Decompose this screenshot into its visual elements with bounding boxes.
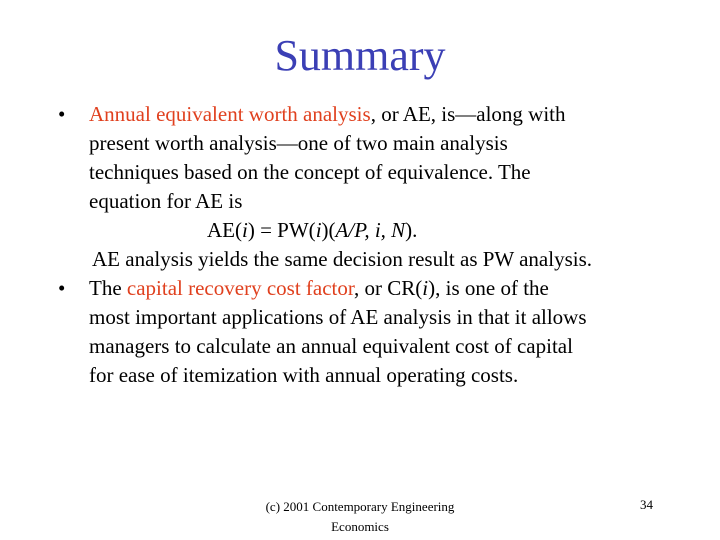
bullet-item-cr (58, 274, 708, 390)
eq-part: )( (321, 218, 336, 242)
eq-part: ) = PW( (247, 218, 316, 242)
bullet2-text: , or CR( (354, 276, 423, 300)
bullet2-line4: for ease of itemization with annual operating costs. (89, 363, 519, 387)
cr-highlight: capital recovery cost factor (126, 276, 355, 300)
bullet-item-ae (58, 100, 708, 245)
bullet1-line2: present worth analysis—one of two main analysis (89, 131, 508, 155)
cr-var: i (422, 276, 429, 300)
eq-part: ). (405, 218, 418, 242)
bullet2-text: ), is one of the (428, 276, 549, 300)
bullet-list (58, 100, 708, 390)
bullet2-text: The (89, 276, 127, 300)
ae-conclusion: AE analysis yields the same decision result as PW analysis. (92, 247, 593, 271)
bullet2-line2: most important applications of AE analysis in that it allows (89, 305, 587, 329)
slide-title: Summary (274, 31, 446, 80)
bullet1-line3: techniques based on the concept of equivalence. The (89, 160, 531, 184)
eq-var: i (315, 218, 322, 242)
eq-var: i (242, 218, 248, 242)
bullet2-line1 (89, 274, 708, 303)
footer-line2: Economics (331, 519, 389, 534)
bullet2-line3: managers to calculate an annual equivalent cost of capital (89, 334, 573, 358)
bullet1-text: , or AE, is—along with (370, 102, 566, 126)
eq-args: A/P, i, N (335, 218, 406, 242)
ae-equation (89, 216, 708, 245)
bullet1-line4: equation for AE is (89, 189, 243, 213)
footer-line1: (c) 2001 Contemporary Engineering (265, 499, 455, 514)
bullet-marker: • (58, 276, 66, 300)
page-number: 34 (640, 497, 653, 512)
slide-footer (220, 497, 500, 537)
ae-highlight: Annual equivalent worth analysis (89, 102, 371, 126)
bullet-marker: • (58, 102, 66, 126)
bullet1-line1 (89, 100, 708, 129)
eq-part: AE( (207, 218, 242, 242)
